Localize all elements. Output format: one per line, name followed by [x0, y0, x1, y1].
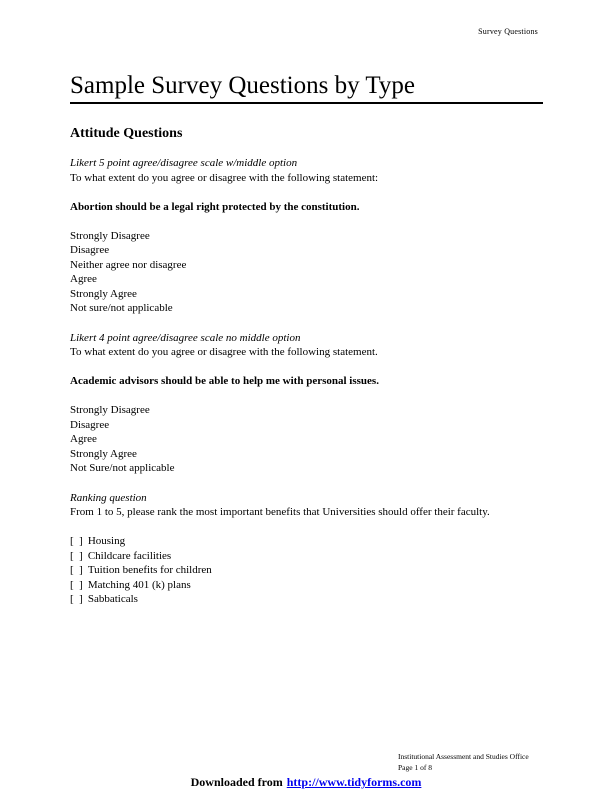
q2-option: Not Sure/not applicable	[70, 462, 175, 475]
q1-statement: Abortion should be a legal right protected by the constitution.	[70, 200, 360, 213]
ranking-item-label: Housing	[87, 535, 126, 548]
q1-option: Disagree	[70, 244, 110, 257]
q2-type-label: Likert 4 point agree/disagree scale no middle option	[70, 331, 301, 344]
section-heading-attitude-questions: Attitude Questions	[70, 126, 183, 141]
ranking-item	[70, 534, 557, 549]
q2-statement: Academic advisors should be able to help me with personal issues.	[70, 375, 379, 388]
checkbox-brackets: [ ]	[70, 564, 83, 577]
ranking-item-label: Matching 401 (k) plans	[87, 578, 191, 591]
checkbox-brackets: [ ]	[70, 535, 83, 548]
q2-option: Strongly Agree	[70, 447, 137, 460]
q2-option: Strongly Disagree	[70, 404, 150, 417]
running-header: Survey Questions	[478, 27, 538, 36]
q1-option: Not sure/not applicable	[70, 302, 173, 315]
q1-option: Strongly Agree	[70, 287, 137, 300]
spacer	[70, 520, 557, 535]
ranking-item	[70, 563, 557, 578]
q2-option: Agree	[70, 433, 97, 446]
q1-option: Agree	[70, 273, 97, 286]
download-prefix: Downloaded from	[190, 775, 283, 789]
download-attribution	[0, 775, 612, 790]
q3-type-label: Ranking question	[70, 491, 147, 504]
spacer	[70, 185, 557, 200]
ranking-item-label: Tuition benefits for children	[87, 564, 212, 577]
q1-option: Strongly Disagree	[70, 229, 150, 242]
spacer	[70, 476, 557, 491]
ranking-item	[70, 592, 557, 607]
checkbox-brackets: [ ]	[70, 549, 83, 562]
spacer	[70, 389, 557, 404]
footer-page-number: Page 1 of 8	[398, 762, 432, 772]
ranking-item	[70, 549, 557, 564]
ranking-item-label: Childcare facilities	[87, 549, 172, 562]
document-body	[70, 156, 557, 607]
download-link[interactable]: http://www.tidyforms.com	[286, 775, 422, 789]
page-title: Sample Survey Questions by Type	[70, 72, 543, 104]
footer-office-name: Institutional Assessment and Studies Office	[398, 752, 529, 761]
checkbox-brackets: [ ]	[70, 578, 83, 591]
ranking-item-label: Sabbaticals	[87, 593, 138, 606]
checkbox-brackets: [ ]	[70, 593, 83, 606]
spacer	[70, 360, 557, 375]
spacer	[70, 214, 557, 229]
q2-option: Disagree	[70, 418, 110, 431]
q1-option: Neither agree nor disagree	[70, 258, 187, 271]
q3-prompt: From 1 to 5, please rank the most important benefits that Universities should offer their faculty.	[70, 506, 490, 519]
footer-info	[398, 752, 529, 773]
q1-prompt: To what extent do you agree or disagree with the following statement:	[70, 171, 379, 184]
spacer	[70, 316, 557, 331]
ranking-item	[70, 578, 557, 593]
q2-prompt: To what extent do you agree or disagree with the following statement.	[70, 346, 378, 359]
q1-type-label: Likert 5 point agree/disagree scale w/middle option	[70, 157, 298, 169]
